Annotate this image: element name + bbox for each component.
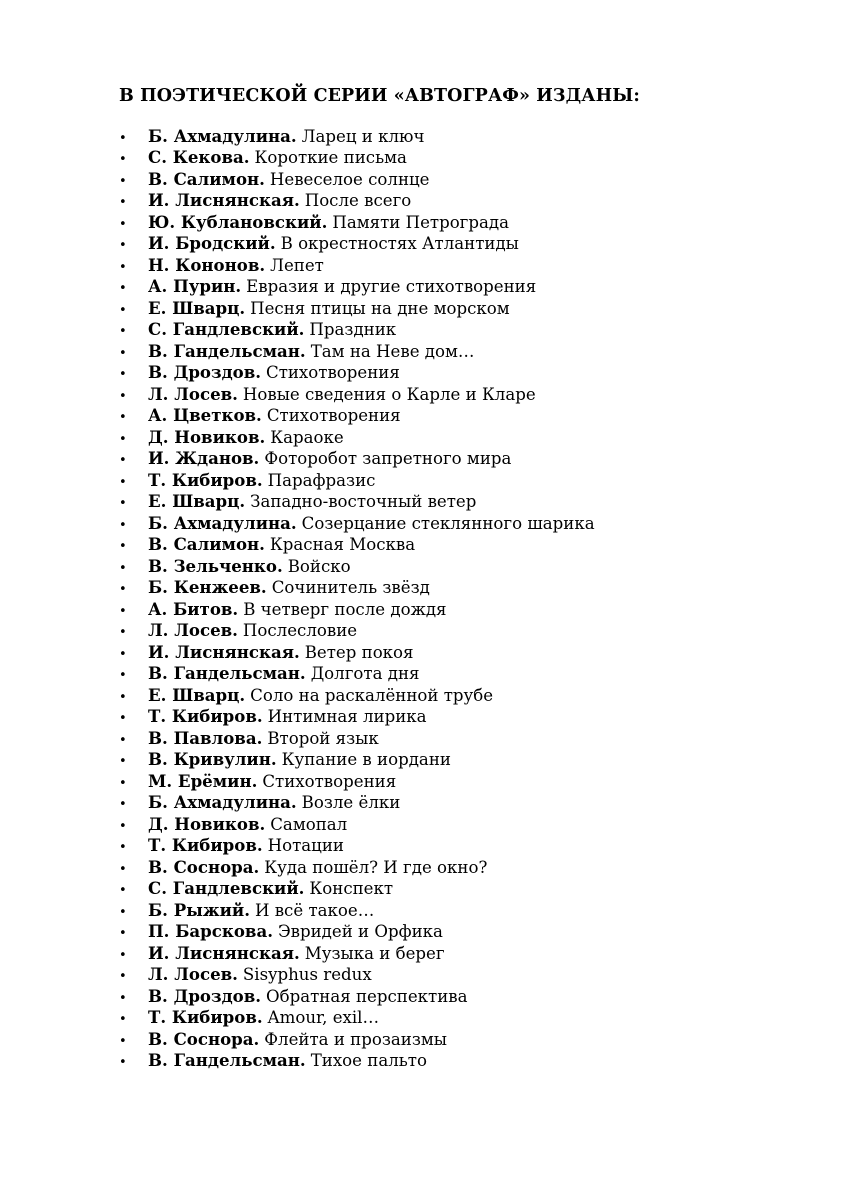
list-item <box>119 470 595 492</box>
book-title: Стихотворения <box>262 771 397 791</box>
book-author: В. Соснора. <box>148 856 260 877</box>
book-author: И. Лиснянская. <box>148 190 300 210</box>
bullet-icon: • <box>119 453 127 468</box>
bullet-icon: • <box>119 990 127 1006</box>
list-item <box>119 556 595 578</box>
book-author: И. Бродский. <box>148 233 276 253</box>
book-title: Новые сведения о Карле и Кларе <box>242 384 536 404</box>
book-author: Б. Кенжеев. <box>148 577 267 597</box>
bullet-icon: • <box>119 388 127 404</box>
bullet-icon: • <box>119 410 127 425</box>
book-author: В. Гандельсман. <box>148 663 306 683</box>
book-author: А. Цветков. <box>148 405 262 425</box>
list-item <box>119 857 595 879</box>
book-author: В. Павлова. <box>148 727 263 748</box>
book-author: Е. Шварц. <box>148 297 246 318</box>
book-title: Amour, exil… <box>267 1008 380 1027</box>
book-title: Ветер покоя <box>304 642 414 662</box>
list-item <box>119 190 595 212</box>
list-item <box>119 921 595 943</box>
bullet-icon: • <box>119 367 127 382</box>
book-title: Ларец и ключ <box>301 126 425 146</box>
list-item <box>119 233 595 255</box>
book-author: И. Жданов. <box>148 448 260 468</box>
book-title: Стихотворения <box>266 363 400 382</box>
book-author: В. Дроздов. <box>148 362 262 382</box>
list-item <box>119 513 595 535</box>
list-item <box>119 255 595 277</box>
list-item <box>119 276 595 298</box>
bullet-icon: • <box>119 926 127 941</box>
bullet-icon: • <box>119 152 127 167</box>
book-title: Фоторобот запретного мира <box>264 449 512 468</box>
bullet-icon: • <box>119 840 127 855</box>
book-author: А. Битов. <box>148 598 239 619</box>
book-author: И. Лиснянская. <box>148 641 300 662</box>
list-item <box>119 943 595 965</box>
bullet-icon: • <box>119 474 127 490</box>
book-title: В окрестностях Атлантиды <box>280 234 519 253</box>
bullet-icon: • <box>119 668 127 683</box>
bullet-icon: • <box>119 775 127 791</box>
list-item <box>119 362 595 384</box>
book-author: С. Кекова. <box>148 147 250 167</box>
book-author: Л. Лосев. <box>148 964 238 984</box>
bullet-icon: • <box>119 345 127 361</box>
list-item <box>119 169 595 191</box>
book-title: Обратная перспектива <box>266 986 468 1006</box>
book-title: Эвридей и Орфика <box>277 922 443 941</box>
book-title: Стихотворения <box>266 406 401 425</box>
book-author: В. Салимон. <box>148 534 265 554</box>
book-author: В. Кривулин. <box>148 749 277 769</box>
book-title: Купание в иордани <box>281 750 451 769</box>
bullet-icon: • <box>119 130 127 146</box>
book-list <box>119 126 595 1072</box>
book-author: В. Салимон. <box>148 168 265 189</box>
book-title: После всего <box>304 191 412 210</box>
list-item <box>119 663 595 685</box>
list-item <box>119 814 595 836</box>
list-item <box>119 1050 595 1072</box>
bullet-icon: • <box>119 883 127 898</box>
bullet-icon: • <box>119 173 127 189</box>
book-title: Долгота дня <box>310 664 420 683</box>
book-author: Н. Кононов. <box>148 254 266 275</box>
bullet-icon: • <box>119 302 127 318</box>
book-title: Войско <box>287 556 351 576</box>
list-item <box>119 384 595 406</box>
book-title: Конспект <box>309 879 394 898</box>
bullet-icon: • <box>119 1033 127 1049</box>
book-author: Л. Лосев. <box>148 383 238 404</box>
list-item <box>119 706 595 728</box>
bullet-icon: • <box>119 1012 127 1027</box>
bullet-icon: • <box>119 625 127 640</box>
book-title: Евразия и другие стихотворения <box>246 277 537 296</box>
list-item <box>119 577 595 599</box>
list-item <box>119 1007 595 1029</box>
list-item <box>119 900 595 922</box>
list-item <box>119 427 595 449</box>
list-item <box>119 728 595 750</box>
bullet-icon: • <box>119 539 127 554</box>
book-author: М. Ерёмин. <box>148 770 258 791</box>
book-title: Западно-восточный ветер <box>250 492 477 511</box>
bullet-icon: • <box>119 195 127 210</box>
book-title: Созерцание стеклянного шарика <box>301 513 595 533</box>
book-title: Парафразис <box>267 470 376 490</box>
book-author: Т. Кибиров. <box>148 469 263 490</box>
list-item <box>119 964 595 986</box>
book-title: Памяти Петрограда <box>332 212 510 232</box>
bullet-icon: • <box>119 754 127 769</box>
book-title: Послесловие <box>242 621 358 640</box>
book-author: П. Барскова. <box>148 921 273 941</box>
bullet-icon: • <box>119 797 127 812</box>
list-item <box>119 749 595 771</box>
book-title: Музыка и берег <box>304 943 445 963</box>
book-author: Л. Лосев. <box>148 620 238 640</box>
bullet-icon: • <box>119 818 127 834</box>
book-title: Невеселое солнце <box>269 169 430 189</box>
book-author: Е. Шварц. <box>148 491 246 511</box>
bullet-icon: • <box>119 861 127 877</box>
list-item <box>119 685 595 707</box>
list-item <box>119 878 595 900</box>
book-author: Б. Рыжий. <box>148 899 250 920</box>
book-author: А. Пурин. <box>148 276 242 296</box>
bullet-icon: • <box>119 216 127 232</box>
book-author: В. Соснора. <box>148 1028 260 1049</box>
book-author: С. Гандлевский. <box>148 878 305 898</box>
book-author: Б. Ахмадулина. <box>148 125 297 146</box>
book-author: Е. Шварц. <box>148 684 246 705</box>
book-title: В четверг после дождя <box>243 599 447 619</box>
list-item <box>119 212 595 234</box>
bullet-icon: • <box>119 324 127 339</box>
book-author: Б. Ахмадулина. <box>148 792 297 812</box>
book-title: Тихое пальто <box>310 1051 427 1070</box>
book-author: Т. Кибиров. <box>148 835 263 855</box>
book-author: Т. Кибиров. <box>148 1007 263 1027</box>
list-item <box>119 319 595 341</box>
book-title: Песня птицы на дне морском <box>250 298 510 318</box>
book-author: В. Гандельсман. <box>148 1050 306 1070</box>
bullet-icon: • <box>119 1055 127 1070</box>
book-title: Самопал <box>270 814 348 834</box>
list-item <box>119 341 595 363</box>
book-title: Sisyphus redux <box>242 965 372 984</box>
list-item <box>119 448 595 470</box>
book-author: Д. Новиков. <box>148 813 266 834</box>
list-item <box>119 405 595 427</box>
bullet-icon: • <box>119 560 127 576</box>
bullet-icon: • <box>119 603 127 619</box>
book-title: Нотации <box>267 836 344 855</box>
bullet-icon: • <box>119 496 127 511</box>
book-title: Караоке <box>270 427 344 447</box>
list-item <box>119 599 595 621</box>
bullet-icon: • <box>119 732 127 748</box>
book-author: В. Дроздов. <box>148 985 262 1006</box>
book-author: В. Зельченко. <box>148 555 283 576</box>
bullet-icon: • <box>119 259 127 275</box>
book-author: Б. Ахмадулина. <box>148 512 297 533</box>
bullet-icon: • <box>119 947 127 963</box>
book-author: Ю. Кублановский. <box>148 211 328 232</box>
list-item <box>119 835 595 857</box>
bullet-icon: • <box>119 711 127 726</box>
bullet-icon: • <box>119 582 127 597</box>
bullet-icon: • <box>119 517 127 533</box>
bullet-icon: • <box>119 689 127 705</box>
list-item <box>119 1029 595 1051</box>
list-item <box>119 126 595 148</box>
book-title: Красная Москва <box>269 535 416 554</box>
list-item <box>119 792 595 814</box>
book-title: И всё такое… <box>254 900 375 920</box>
book-title: Второй язык <box>267 728 379 748</box>
book-author: Т. Кибиров. <box>148 706 263 726</box>
page-heading: В ПОЭТИЧЕСКОЙ СЕРИИ «АВТОГРАФ» ИЗДАНЫ: <box>119 86 640 106</box>
list-item <box>119 642 595 664</box>
bullet-icon: • <box>119 281 127 296</box>
book-title: Лепет <box>270 255 324 275</box>
bullet-icon: • <box>119 646 127 662</box>
book-title: Там на Неве дом… <box>310 341 475 361</box>
book-title: Интимная лирика <box>267 707 427 726</box>
book-title: Возле ёлки <box>301 793 401 812</box>
list-item <box>119 298 595 320</box>
list-item <box>119 147 595 169</box>
book-title: Сочинитель звёзд <box>271 578 430 597</box>
bullet-icon: • <box>119 238 127 253</box>
book-author: В. Гандельсман. <box>148 340 306 361</box>
book-title: Куда пошёл? И где окно? <box>264 857 488 877</box>
list-item <box>119 620 595 642</box>
book-title: Флейта и прозаизмы <box>264 1029 447 1049</box>
book-author: И. Лиснянская. <box>148 942 300 963</box>
list-item <box>119 491 595 513</box>
bullet-icon: • <box>119 431 127 447</box>
list-item <box>119 986 595 1008</box>
book-title: Соло на раскалённой трубе <box>250 685 494 705</box>
list-item <box>119 534 595 556</box>
book-title: Праздник <box>309 320 397 339</box>
book-author: Д. Новиков. <box>148 426 266 447</box>
bullet-icon: • <box>119 904 127 920</box>
book-author: С. Гандлевский. <box>148 319 305 339</box>
bullet-icon: • <box>119 969 127 984</box>
list-item <box>119 771 595 793</box>
book-title: Короткие письма <box>254 148 407 167</box>
